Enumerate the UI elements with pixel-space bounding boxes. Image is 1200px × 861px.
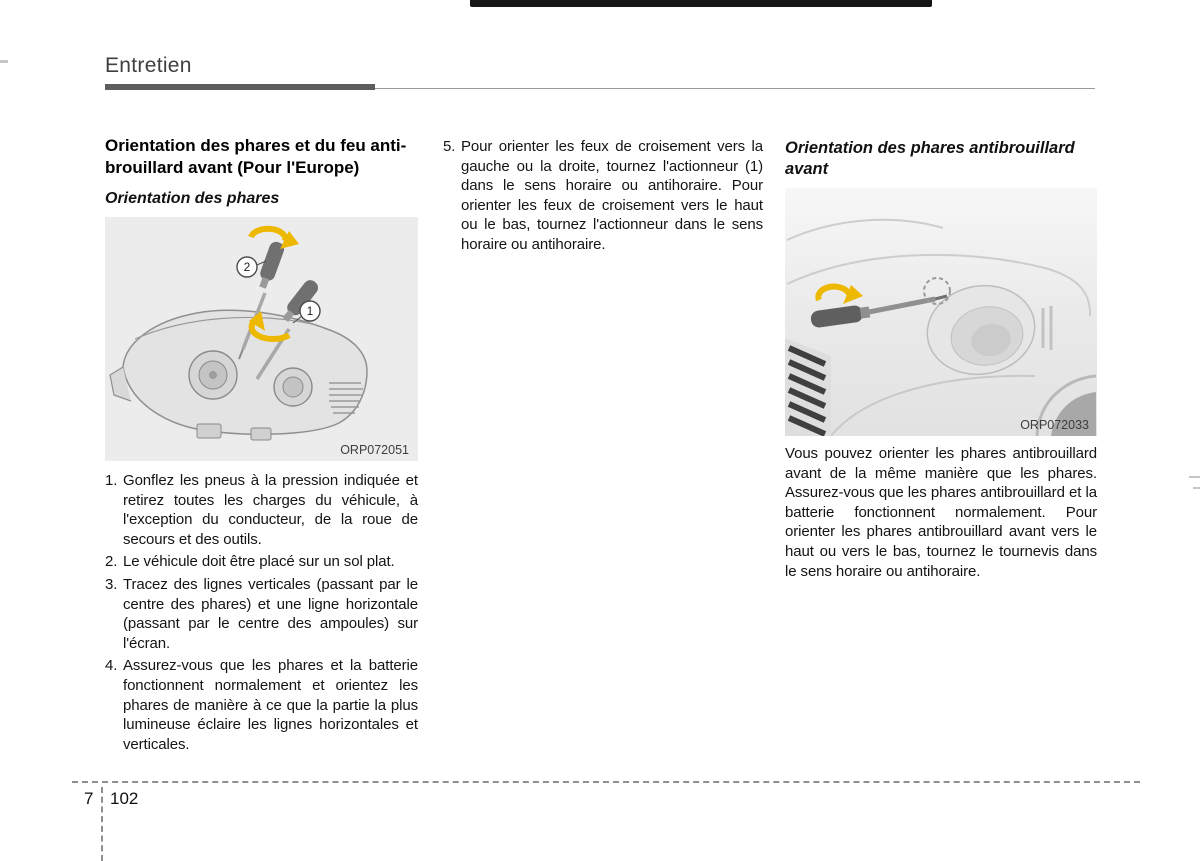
figure-headlight-aiming	[105, 217, 418, 461]
list-item-1	[105, 471, 418, 549]
list-item-4	[105, 656, 418, 754]
rotation-arc	[251, 229, 285, 241]
scan-mark	[1189, 476, 1200, 478]
item-number: 3.	[105, 575, 118, 593]
item-number: 4.	[105, 657, 118, 675]
foglight-paragraph: Vous pouvez orienter les phares antibrouillard avant de la même manière que les phares. Assurez-vous que les phares antibrouillard et la batterie fonctionnent normalement. Pour orienter les phares antibrouillard avant vers le haut ou vers le bas, tournez le tournevis dans le sens horaire ou antihoraire.	[785, 445, 1097, 580]
adjuster-target-circle	[924, 278, 950, 304]
footer-page-number: 102	[110, 789, 139, 808]
heading-foglight-aiming: Orientation des phares antibrouillard avant	[785, 139, 1075, 178]
callout-2-label: 2	[243, 260, 251, 274]
scan-mark	[1193, 487, 1200, 489]
side-vent-slats	[1043, 306, 1051, 350]
footer-dashed-line	[72, 781, 1140, 783]
item-text: Assurez-vous que les phares et la batterie fonctionnent normalement et orientez les phares de manière à ce que la partie la plus lumineuse éclaire les lignes horizontales et verticales.	[123, 657, 418, 753]
heading-headlight-foglight-aiming: Orientation des phares et du feu anti-brouillard avant (Pour l'Europe)	[105, 136, 407, 177]
headlight-housing	[123, 310, 367, 434]
section-title: Entretien	[105, 54, 192, 77]
bumper-lower-contour	[831, 376, 1035, 436]
rotation-arrow-icon	[818, 285, 863, 304]
rotation-arc	[818, 287, 849, 300]
item-number: 5.	[443, 138, 456, 155]
item-text: Pour orienter les feux de croisement vers la gauche ou la droite, tournez l'actionneur (1) dans le sens horaire ou antihoraire. Pour orienter les feux de croisement vers le haut ou le bas, tournez l'actionneur dans le sens horaire ou antihoraire.	[461, 138, 763, 253]
figure-code: ORP072033	[1020, 418, 1089, 432]
item-text: Le véhicule doit être placé sur un sol plat.	[123, 553, 395, 571]
screwdriver-handle	[810, 304, 864, 328]
item-number: 1.	[105, 472, 118, 489]
headlamp-edge	[787, 220, 943, 240]
mounting-tab	[251, 428, 271, 440]
foglight-illustration	[785, 188, 1097, 436]
figure-code: ORP072051	[340, 443, 409, 457]
screwdriver-ferrule	[860, 306, 870, 318]
figure-foglight-aiming	[785, 188, 1097, 436]
item-text: Gonflez les pneus à la pression indiquée et retirez toutes les charges du véhicule, à l'exception du conducteur, de la roue de secours et des outils.	[123, 472, 418, 548]
screwdriver-shaft	[869, 299, 935, 312]
top-black-bar	[470, 0, 932, 7]
list-item-2	[105, 552, 418, 572]
screwdriver	[810, 304, 871, 329]
mounting-tab	[197, 424, 221, 438]
projector-center	[209, 371, 217, 379]
callout-1-label: 1	[306, 304, 314, 318]
header-rule-thick	[105, 84, 375, 90]
projector-ring-small	[283, 377, 303, 397]
item-number: 2.	[105, 553, 118, 571]
item-text: Tracez des lignes verticales (passant par le centre des phares) et une ligne horizontale (passant par le centre des ampoules) sur l'écran.	[123, 575, 418, 652]
left-column	[105, 135, 418, 757]
subheading-headlight-aiming: Orientation des phares	[105, 190, 280, 207]
numbered-list-left	[105, 471, 418, 754]
list-item-3	[105, 575, 418, 653]
right-column	[785, 138, 1097, 581]
headlight-illustration	[105, 217, 418, 461]
list-item-5	[443, 137, 763, 255]
footer-dashed-separator	[101, 787, 103, 861]
footer-section-number: 7	[84, 789, 94, 808]
middle-column	[443, 137, 763, 258]
scan-mark	[0, 60, 8, 63]
